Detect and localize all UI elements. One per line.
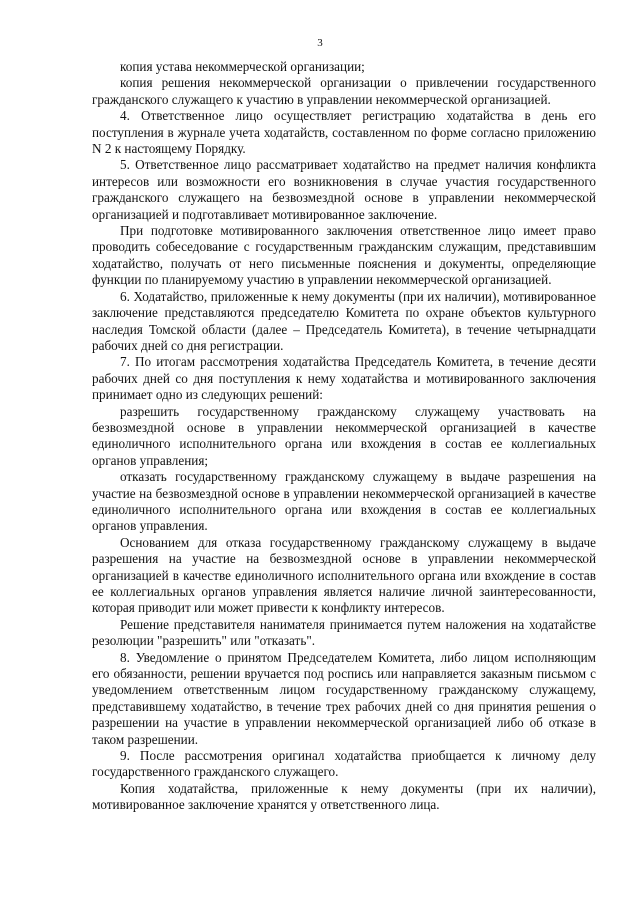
paragraph-resolution: Решение представителя нанимателя принимается путем наложения на ходатайстве резолюции "разрешить" или "отказать". — [92, 616, 596, 649]
paragraph-item-5: 5. Ответственное лицо рассматривает ходатайство на предмет наличия конфликта интересов или возможности его возникновения в случае участия государственного гражданского служащего на безвозмездной основе в управлении некоммерческой организацией и подготавливает мотивированное заключение. — [92, 157, 596, 222]
paragraph-decision-allow: разрешить государственному гражданскому служащему участвовать на безвозмездной основе в управлении некоммерческой организацией в качестве единоличного исполнительного органа или вхождения в состав ее коллегиальных органов управления; — [92, 403, 596, 468]
paragraph-denial-grounds: Основанием для отказа государственному гражданскому служащему в выдаче разрешения на участие на безвозмездной основе в управлении некоммерческой организацией в качестве единоличного исполнительного органа или вхождение в состав ее коллегиальных органов управления является наличие личной заинтересованности, которая приводит или может привести к конфликту интересов. — [92, 534, 596, 616]
paragraph-item-9: 9. После рассмотрения оригинал ходатайства приобщается к личному делу государственного гражданского служащего. — [92, 748, 596, 780]
page-number: 3 — [317, 37, 323, 49]
paragraph-item-6: 6. Ходатайство, приложенные к нему документы (при их наличии), мотивированное заключение представляются председателю Комитета по охране объектов культурного наследия Томской области (далее – Председатель Комитета), в течение четырнадцати рабочих дней со дня регистрации. — [92, 288, 596, 353]
paragraph-item-8: 8. Уведомление о принятом Председателем Комитета, либо лицом исполняющим его обязанности, решении вручается под роспись или направляется заказным письмом с уведомлением ответственным лицом государственному гражданскому служащему, представившему ходатайство, в течение трех рабочих дней со дня принятия решения о разрешении на участие в управлении некоммерческой организацией либо об отказе в таком разрешении. — [92, 649, 596, 747]
paragraph-item-7: 7. По итогам рассмотрения ходатайства Председатель Комитета, в течение десяти рабочих дней со дня поступления к нему ходатайства и мотивированного заключения принимает одно из следующих решений: — [92, 354, 596, 403]
document-body — [92, 59, 596, 814]
paragraph-copy-storage: Копия ходатайства, приложенные к нему документы (при их наличии), мотивированное заключение хранятся у ответственного лица. — [92, 780, 596, 813]
paragraph-item-4: 4. Ответственное лицо осуществляет регистрацию ходатайства в день его поступления в журнале учета ходатайств, составленном по форме согласно приложению N 2 к настоящему Порядку. — [92, 108, 596, 157]
paragraph-decision-copy: копия решения некоммерческой организации о привлечении государственного гражданского служащего к участию в управлении некоммерческой организацией. — [92, 75, 596, 107]
paragraph-charter-copy: копия устава некоммерческой организации; — [120, 59, 365, 74]
paragraph-decision-deny: отказать государственному гражданскому служащему в выдаче разрешения на участие на безвозмездной основе в управлении некоммерческой организацией в качестве единоличного исполнительного органа или вхождения в состав ее коллегиальных органов управления. — [92, 469, 596, 534]
paragraph-interview-right: При подготовке мотивированного заключения ответственное лицо имеет право проводить собеседование с государственным гражданским служащим, представившим ходатайство, получать от него письменные пояснения и документы, определяющие функции по планируемому участию в управлении некоммерческой организацией. — [92, 223, 596, 288]
